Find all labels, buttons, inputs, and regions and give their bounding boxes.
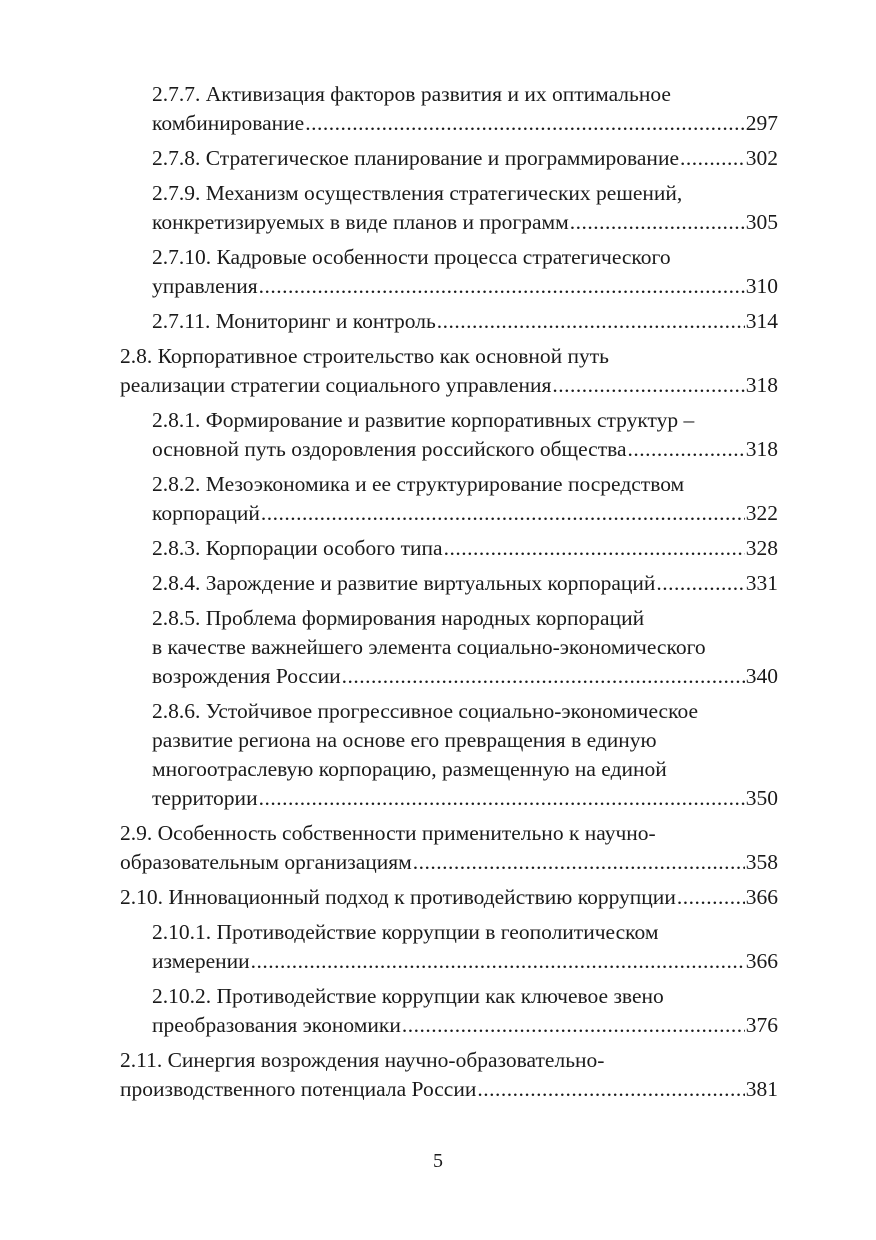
toc-entry-last-line [152, 109, 778, 138]
toc-entry [120, 883, 778, 912]
toc-entry-last-line [152, 947, 778, 976]
toc-entry-text-line: 2.7.10. Кадровые особенности процесса стратегического [152, 245, 671, 269]
toc-entry-last-line [152, 499, 778, 528]
toc-page-number: 328 [745, 536, 778, 560]
toc-entry-text-line: развитие региона на основе его превращения в единую [152, 728, 657, 752]
toc-entry-text-line: 2.11. Синергия возрождения научно-образовательно- [120, 1048, 605, 1072]
dot-leader [680, 144, 745, 173]
toc-entry-last-line [152, 569, 778, 598]
toc-entry-title: управления [152, 274, 258, 298]
dot-leader [259, 272, 745, 301]
toc-entry-last-line [152, 307, 778, 336]
toc-entry [120, 918, 778, 976]
dot-leader [261, 499, 745, 528]
toc-page-number: 331 [745, 571, 778, 595]
toc-entry-title: корпораций [152, 501, 260, 525]
toc-entry-title: комбинирование [152, 111, 305, 135]
dot-leader [677, 883, 745, 912]
dot-leader [656, 569, 744, 598]
toc-entry-text-line: 2.8.2. Мезоэкономика и ее структурирование посредством [152, 472, 685, 496]
toc-entry [120, 470, 778, 528]
toc-entry-title: измерении [152, 949, 250, 973]
toc-entry-last-line [152, 534, 778, 563]
toc-page-number: 318 [745, 437, 778, 461]
dot-leader [259, 784, 745, 813]
toc-entry-text-line: 2.9. Особенность собственности применительно к научно- [120, 821, 656, 845]
toc-page-number: 297 [745, 111, 778, 135]
dot-leader [342, 662, 745, 691]
toc-entry-last-line [120, 848, 778, 877]
toc-entry [120, 1046, 778, 1104]
toc-entry-text-line: 2.10.1. Противодействие коррупции в геополитическом [152, 920, 659, 944]
toc-entry-title: возрождения России [152, 664, 341, 688]
toc-entry-last-line [152, 1011, 778, 1040]
toc-page-number: 350 [745, 786, 778, 810]
toc-entry-last-line [152, 784, 778, 813]
toc-entry-title: производственного потенциала России [120, 1077, 477, 1101]
toc-entry-last-line [120, 883, 778, 912]
toc-page-number: 302 [745, 146, 778, 170]
dot-leader [251, 947, 745, 976]
toc-entry [120, 406, 778, 464]
dot-leader [444, 534, 745, 563]
toc-entry-text-line: многоотраслевую корпорацию, размещенную на единой [152, 757, 667, 781]
dot-leader [437, 307, 745, 336]
toc-entry-text-line: 2.10.2. Противодействие коррупции как ключевое звено [152, 984, 664, 1008]
toc-entry-title: 2.8.4. Зарождение и развитие виртуальных корпораций [152, 571, 656, 595]
toc-entry [120, 982, 778, 1040]
toc-entry-last-line [152, 662, 778, 691]
toc-entry [120, 819, 778, 877]
page-number: 5 [433, 1150, 443, 1172]
dot-leader [413, 848, 745, 877]
toc-entry-last-line [120, 1075, 778, 1104]
toc-entry-text-line: 2.8.5. Проблема формирования народных корпораций [152, 606, 645, 630]
toc-entry [120, 243, 778, 301]
toc-page-number: 376 [745, 1013, 778, 1037]
dot-leader [402, 1011, 745, 1040]
toc-entry-title: 2.10. Инновационный подход к противодействию коррупции [120, 885, 676, 909]
toc-page-number: 340 [745, 664, 778, 688]
toc-entry-text-line: 2.7.7. Активизация факторов развития и их оптимальное [152, 82, 671, 106]
table-of-contents [120, 80, 778, 1110]
toc-entry-last-line [120, 371, 778, 400]
toc-entry [120, 697, 778, 813]
toc-page-number: 310 [745, 274, 778, 298]
toc-entry [120, 307, 778, 336]
dot-leader [628, 435, 745, 464]
toc-entry [120, 604, 778, 691]
toc-page-number: 314 [745, 309, 778, 333]
toc-page-number: 305 [745, 210, 778, 234]
toc-page-number: 358 [745, 850, 778, 874]
toc-entry-title: 2.7.8. Стратегическое планирование и программирование [152, 146, 679, 170]
toc-entry-title: основной путь оздоровления российского общества [152, 437, 627, 461]
toc-entry [120, 534, 778, 563]
dot-leader [305, 109, 745, 138]
toc-entry-title: реализации стратегии социального управления [120, 373, 552, 397]
toc-entry [120, 179, 778, 237]
toc-page-number: 381 [745, 1077, 778, 1101]
toc-entry-last-line [152, 272, 778, 301]
toc-entry-title: 2.8.3. Корпорации особого типа [152, 536, 443, 560]
toc-entry-last-line [152, 144, 778, 173]
toc-entry-last-line [152, 435, 778, 464]
toc-entry-title: территории [152, 786, 258, 810]
toc-entry-last-line [152, 208, 778, 237]
toc-page-number: 366 [745, 949, 778, 973]
toc-entry-text-line: 2.8. Корпоративное строительство как основной путь [120, 344, 609, 368]
dot-leader [570, 208, 745, 237]
toc-entry-text-line: 2.8.6. Устойчивое прогрессивное социально-экономическое [152, 699, 699, 723]
toc-entry-title: образовательным организациям [120, 850, 412, 874]
dot-leader [477, 1075, 744, 1104]
toc-entry-title: 2.7.11. Мониторинг и контроль [152, 309, 436, 333]
toc-page-number: 318 [745, 373, 778, 397]
toc-entry-text-line: 2.7.9. Механизм осуществления стратегических решений, [152, 181, 683, 205]
toc-entry-title: конкретизируемых в виде планов и программ [152, 210, 569, 234]
toc-entry [120, 80, 778, 138]
dot-leader [552, 371, 744, 400]
toc-entry-text-line: в качестве важнейшего элемента социально-экономического [152, 635, 706, 659]
toc-entry-text-line: 2.8.1. Формирование и развитие корпоративных структур – [152, 408, 695, 432]
toc-entry-title: преобразования экономики [152, 1013, 401, 1037]
toc-page-number: 366 [745, 885, 778, 909]
toc-entry [120, 569, 778, 598]
toc-entry [120, 342, 778, 400]
toc-page-number: 322 [745, 501, 778, 525]
toc-entry [120, 144, 778, 173]
